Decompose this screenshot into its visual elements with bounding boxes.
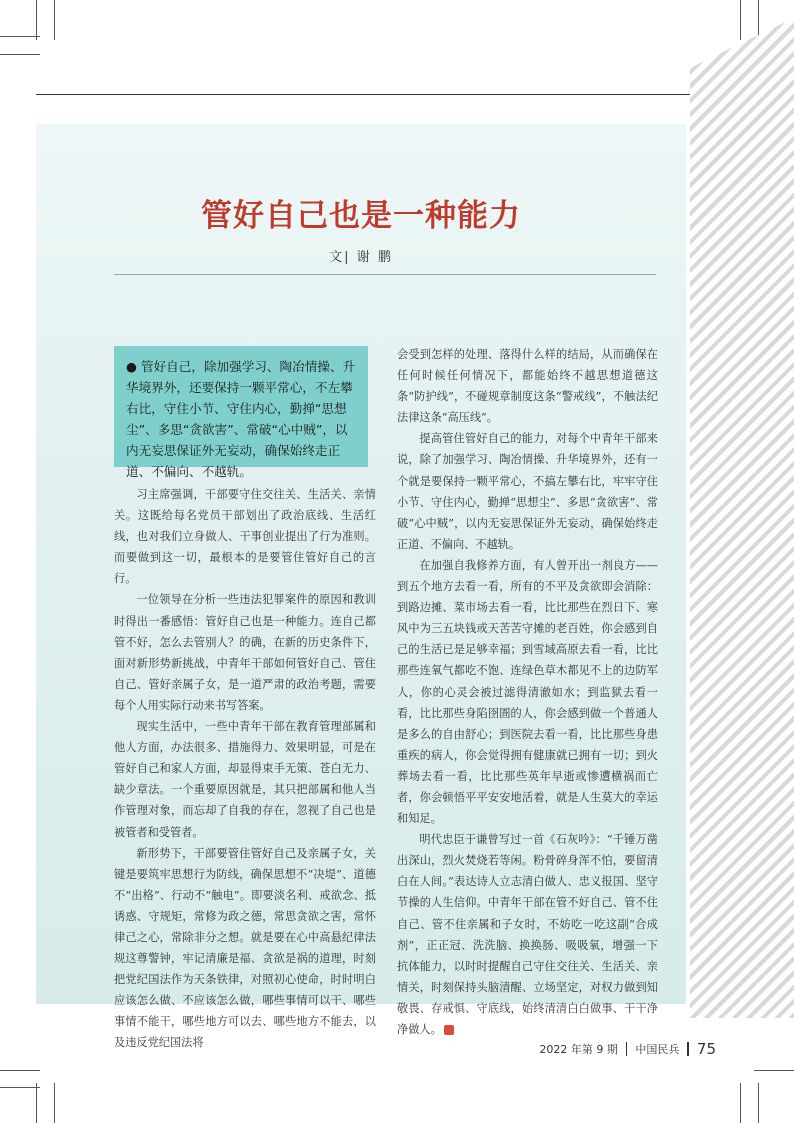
crop-mark xyxy=(54,1083,55,1123)
issue-label: 2022 年第 9 期 xyxy=(539,1043,618,1056)
title-divider xyxy=(114,274,656,275)
article-author: 文| 谢 鹏 xyxy=(329,250,393,265)
body-paragraph: 习主席强调，干部要守住交往关、生活关、亲情关。这既给每名党员干部划出了政治底线、生活红线，也对我们立身做人、干事创业提出了行为准则。而要做到这一切，最根本的是要管住管好自己的言行。 xyxy=(114,488,376,586)
summary-box xyxy=(114,346,368,479)
body-paragraph: 会受到怎样的处理、落得什么样的结局，从而确保在任何时候任何情况下，都能始终不越思想道德这条“防护线”，不碰规章制度这条“警戒线”，不触法纪法律这条“高压线”。 xyxy=(397,348,658,425)
body-paragraph xyxy=(397,829,658,1040)
body-paragraph: 在加强自我修养方面，有人曾开出一剂良方——到五个地方去看一看，所有的不平及贪欲即会消除：到路边摊、菜市场去看一看，比比那些在烈日下、寒风中为三五块钱或天苦苦守摊的老百姓，你会感到自己的生活已是足够幸福；到雪域高原去看一看，比比那些连氧气都吃不饱、连绿色草木都见不上的边防军人，你的心灵会被过滤得清澈如水；到监狱去看一看，比比那些身陷囹圄的人，你会感到做一个普通人是多么的自由舒心；到医院去看一看，比比那些身患重疾的病人，你会觉得拥有健康就已拥有一切；到火葬场去看一看，比比那些英年早逝或惨遭横祸而亡者，你会顿悟平平安安地活着，就是人生莫大的幸运和知足。 xyxy=(397,558,658,826)
crop-mark xyxy=(54,0,55,40)
magazine-name: 中国民兵 xyxy=(635,1043,680,1056)
crop-mark xyxy=(0,1070,40,1071)
crop-mark xyxy=(740,1083,741,1123)
crop-mark xyxy=(758,0,759,40)
crop-mark xyxy=(758,1083,759,1123)
decorative-stripes xyxy=(690,18,794,1018)
body-paragraph: 提高管住管好自己的能力，对每个中青年干部来说，除了加强学习、陶冶情操、升华境界外，还有一个就是要保持一颗平常心，不搞左攀右比，牢牢守住小节、守住内心，勤掸“思想尘”、多思“贪欲害”、常破“心中贼”，以内无妄思保证外无妄动，确保始终走正道、不偏向、不越轨。 xyxy=(397,432,658,551)
body-paragraph: 新形势下，干部要管住管好自己及亲属子女，关键是要筑牢思想行为防线，确保思想不“决堤”、道德不“出格”、行动不“触电”。即要淡名利、戒欲念、抵诱惑、守规矩，常修为政之德，常思贪欲之害，常怀律己之心，常除非分之想。就是要在心中高悬纪律法规这尊警钟，牢记清廉是福、贪欲是祸的道理，时刻把党纪国法作为天条铁律，对照初心使命，时时明白应该怎么做、不应该怎么做，哪些事情可以干、哪些事情不能干，哪些地方可以去、哪些地方不能去，以及违反党纪国法将 xyxy=(114,846,376,1050)
crop-mark xyxy=(36,0,37,40)
page-footer xyxy=(539,1040,716,1058)
header-rule xyxy=(36,94,690,95)
crop-mark xyxy=(0,54,40,55)
crop-mark xyxy=(0,36,40,37)
article-title: 管好自己也是一种能力 xyxy=(201,198,521,234)
body-paragraph-text: 明代忠臣于谦曾写过一首《石灰吟》：“千锤万凿出深山，烈火焚烧若等闲。粉骨碎身浑不怕，要留清白在人间。”表达诗人立志清白做人、忠义报国、坚守节操的人生信仰。中青年干部在管不好自己、管不住自己、管不住亲属和子女时，不妨吃一吃这副“合成剂”，正正冠、洗洗脑、换换肠、吸吸氧，增强一下抗体能力，以时时提醒自己守住交往关、生活关、亲情关，时刻保持头脑清醒、立场坚定，对权力做到知敬畏、存戒惧、守底线，始终清清白白做事、干干净净做人。 xyxy=(397,833,658,1036)
right-column xyxy=(397,344,658,1040)
summary-text: ● 管好自己，除加强学习、陶冶情操、升华境界外，还要保持一颗平常心，不左攀右比，守住小节、守住内心，勤掸“思想尘”、多思“贪欲害”、常破“心中贼”，以内无妄思保证外无妄动，确保始终走正道、不偏向、不越轨。 xyxy=(126,359,356,479)
left-column xyxy=(114,484,376,1054)
end-mark-icon xyxy=(444,1025,454,1035)
crop-mark xyxy=(740,0,741,40)
crop-mark xyxy=(754,1070,794,1071)
crop-mark xyxy=(0,1087,40,1088)
body-paragraph: 一位领导在分析一些违法犯罪案件的原因和教训时得出一番感悟：管好自己也是一种能力。连自己都管不好，怎么去管别人？的确，在新的历史条件下，面对新形势新挑战，中青年干部如何管好自己、管住自己、管好亲属子女，是一道严肃的政治考题，需要每个人用实际行动来书写答案。 xyxy=(114,593,376,712)
footer-separator xyxy=(626,1042,628,1056)
body-paragraph: 现实生活中，一些中青年干部在教育管理部属和他人方面，办法很多、措施得力、效果明显，可是在管好自己和家人方面，却显得束手无策、苍白无力、缺少章法。一个重要原因就是，其只把部属和他人当作管理对象，而忘却了自我的存在，忽视了自己也是被管者和受管者。 xyxy=(114,720,376,839)
footer-separator xyxy=(687,1042,689,1056)
page-number: 75 xyxy=(696,1040,716,1058)
crop-mark xyxy=(36,1083,37,1123)
